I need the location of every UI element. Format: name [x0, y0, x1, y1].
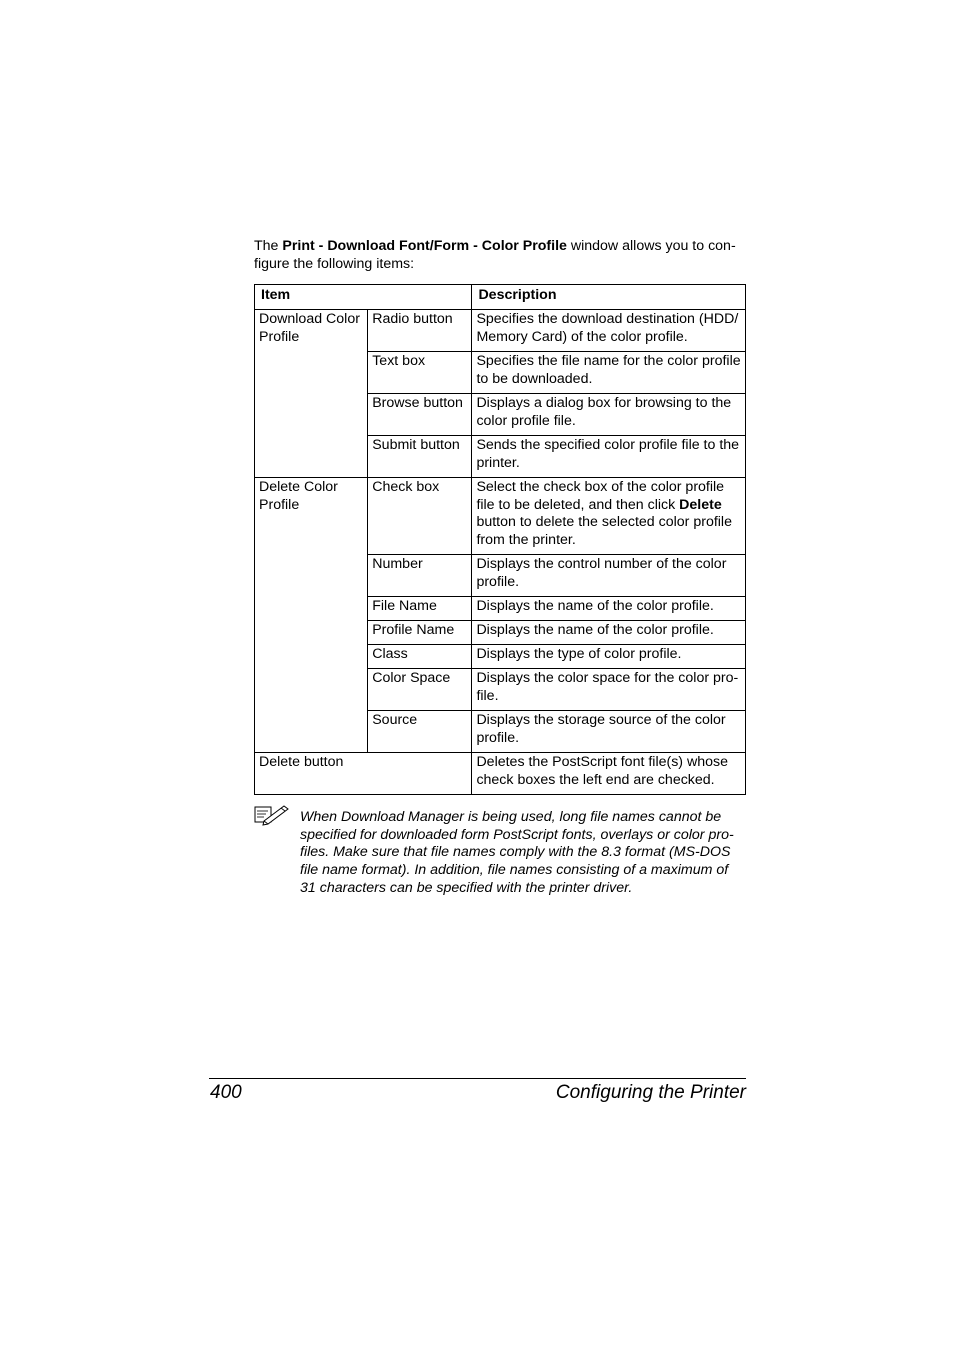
row-control: File Name — [368, 597, 472, 621]
header-item: Item — [255, 285, 472, 310]
row-control: Check box — [368, 478, 472, 555]
page-number: 400 — [210, 1082, 242, 1103]
intro-post: window allows you to con-figure the following items: — [254, 238, 736, 272]
row-description: Displays the control number of the color profile. — [472, 555, 746, 597]
row-control: Radio button — [368, 310, 472, 352]
table-row — [255, 478, 746, 555]
note-text: When Download Manager is being used, long file names cannot be specified for downloaded form PostScript fonts, overlays or color pro-files. Make sure that file names comply with the 8.3 format (MS-DOS file name format). In addition, file names consisting of a maximum of 31 characters can be specified with the printer driver. — [300, 809, 734, 896]
row-description: Displays the name of the color profile. — [472, 621, 746, 645]
chapter-title: Configuring the Printer — [555, 1082, 746, 1103]
footer-divider — [209, 1078, 746, 1079]
row-description — [472, 478, 746, 555]
row-description: Sends the specified color profile file to the printer. — [472, 436, 746, 478]
row-control: Color Space — [368, 669, 472, 711]
group-delete-button: Delete button — [255, 753, 472, 795]
row-control: Source — [368, 711, 472, 753]
row-control: Profile Name — [368, 621, 472, 645]
row-description: Specifies the file name for the color profile to be downloaded. — [472, 352, 746, 394]
row-description: Displays the type of color profile. — [472, 645, 746, 669]
row-description: Deletes the PostScript font file(s) whose check boxes the left end are checked. — [472, 753, 746, 795]
row-control: Class — [368, 645, 472, 669]
row-description: Displays the name of the color profile. — [472, 597, 746, 621]
table-header-row — [255, 285, 746, 310]
table-row — [255, 310, 746, 352]
note-pencil-icon — [254, 804, 290, 826]
desc-bold-delete: Delete — [679, 496, 722, 513]
row-control: Browse button — [368, 394, 472, 436]
group-delete-color-profile: Delete Color Profile — [255, 478, 368, 753]
row-description: Specifies the download destination (HDD/ Memory Card) of the color profile. — [472, 310, 746, 352]
settings-table — [254, 284, 746, 795]
row-description: Displays the storage source of the color profile. — [472, 711, 746, 753]
desc-post: button to delete the selected color profile from the printer. — [476, 514, 732, 548]
desc-pre: Select the check box of the color profile file to be deleted, and then click — [476, 479, 725, 513]
group-download-color-profile: Download Color Profile — [255, 310, 368, 478]
table-row — [255, 753, 746, 795]
row-control: Number — [368, 555, 472, 597]
header-description: Description — [472, 285, 746, 310]
window-name: Print - Download Font/Form - Color Profile — [282, 238, 567, 254]
row-control: Submit button — [368, 436, 472, 478]
intro-pre: The — [254, 238, 283, 254]
row-control: Text box — [368, 352, 472, 394]
row-description: Displays a dialog box for browsing to the color profile file. — [472, 394, 746, 436]
intro-paragraph — [254, 237, 746, 273]
row-description: Displays the color space for the color pro-file. — [472, 669, 746, 711]
